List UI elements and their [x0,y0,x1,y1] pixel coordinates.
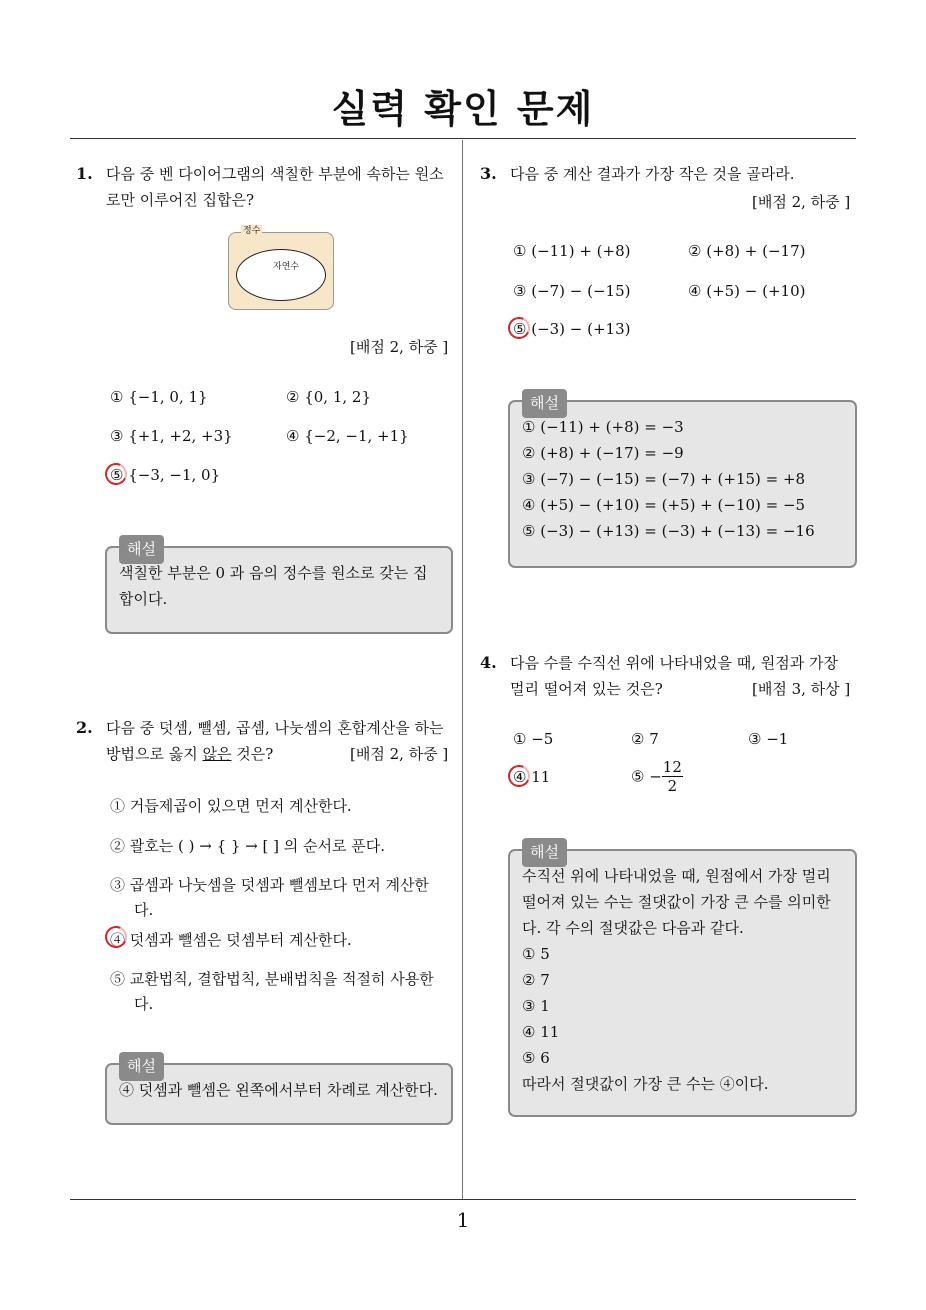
option-2[interactable]: ② 7 [631,730,659,748]
question-meta: [배점 2, 하중 ] [350,338,449,356]
option-3[interactable]: ③ {+1, +2, +3} [110,427,233,445]
page-title: 실력 확인 문제 [331,87,595,131]
solution-line: ④ (+5) − (+10) = (+5) + (−10) = −5 [522,496,806,514]
question-meta: [배점 2, 하중 ] [350,745,449,763]
question-meta: [배점 2, 하중 ] [752,193,851,211]
top-rule [70,138,856,139]
option-1[interactable]: ① {−1, 0, 1} [110,388,208,406]
venn-outer-label: 정수 [243,226,261,236]
solution-line: 떨어져 있는 수는 절댓값이 가장 큰 수를 의미한 [522,893,831,911]
question-number: 1. [76,164,93,183]
solution-tag: 해설 [119,535,164,564]
question-number: 2. [76,718,93,737]
option-1[interactable]: ① (−11) + (+8) [513,242,631,260]
option-3[interactable]: ③ −1 [748,730,789,748]
solution-line: 다. 각 수의 절댓값은 다음과 같다. [522,919,744,937]
solution-box [105,1057,453,1125]
option-3[interactable]: ③ 곱셈과 나눗셈을 덧셈과 뺄셈보다 먼저 계산한 [110,876,429,894]
solution-line: ③ 1 [522,997,550,1015]
question-number: 3. [480,164,497,183]
question-text-line: 다음 수를 수직선 위에 나타내었을 때, 원점과 가장 [510,654,838,672]
solution-line: 색칠한 부분은 0 과 음의 정수를 원소로 갖는 집 [119,564,428,582]
page-number: 1 [456,1208,470,1232]
solution-tag: 해설 [522,838,567,867]
solution-box [508,843,857,1117]
solution-box [105,540,453,634]
question-text-line: 멀리 떨어져 있는 것은? [510,680,663,698]
venn-inner-set [236,249,326,301]
solution-line: ① 5 [522,945,550,963]
solution-line: ⑤ (−3) − (+13) = (−3) + (−13) = −16 [522,522,815,540]
question-text [106,161,458,213]
solution-line: ⑤ 6 [522,1049,550,1067]
option-4[interactable]: ④ 11 [513,768,551,786]
question-text: 다음 중 계산 결과가 가장 작은 것을 골라라. [510,165,795,183]
option-4[interactable]: ④ (+5) − (+10) [688,282,806,300]
option-3-continued: 다. [134,901,154,919]
question-text-line: 방법으로 옳지 않은 것은? [106,745,274,763]
option-2[interactable]: ② 괄호는 ( ) → { } → [ ] 의 순서로 푼다. [110,837,386,855]
option-3[interactable]: ③ (−7) − (−15) [513,282,631,300]
venn-inner-label: 자연수 [273,262,300,272]
option-1[interactable]: ① −5 [513,730,554,748]
fraction: $\frac{12}{2}$ [662,758,682,795]
solution-line: ④ 덧셈과 뺄셈은 왼쪽에서부터 차례로 계산한다. [119,1081,438,1099]
solution-line: ④ 11 [522,1023,560,1041]
solution-line: 수직선 위에 나타내었을 때, 원점에서 가장 멀리 [522,867,831,885]
question-text-line: 다음 중 덧셈, 뺄셈, 곱셈, 나눗셈의 혼합계산을 하는 [106,719,444,737]
venn-diagram [228,226,334,310]
option-5-continued: 다. [134,995,154,1013]
option-5[interactable]: ⑤ {−3, −1, 0} [110,466,221,484]
solution-line: 합이다. [119,590,168,608]
solution-tag: 해설 [522,389,567,418]
bottom-rule [70,1199,856,1200]
column-divider [462,140,463,1200]
question-meta: [배점 3, 하상 ] [752,680,851,698]
solution-box [508,394,857,568]
option-4[interactable]: ④ 덧셈과 뺄셈은 덧셈부터 계산한다. [110,931,352,949]
solution-line: 따라서 절댓값이 가장 큰 수는 ④이다. [522,1075,769,1093]
underlined-word: 않은 [202,745,232,763]
option-2[interactable]: ② {0, 1, 2} [286,388,372,406]
option-5[interactable]: ⑤ (−3) − (+13) [513,320,631,338]
solution-line: ② (+8) + (−17) = −9 [522,444,684,462]
option-1[interactable]: ① 거듭제곱이 있으면 먼저 계산한다. [110,797,352,815]
solution-line: ① (−11) + (+8) = −3 [522,418,684,436]
option-5[interactable]: ⑤ 교환법칙, 결합법칙, 분배법칙을 적절히 사용한 [110,970,434,988]
question-text-line: 로만 이루어진 집합은? [106,191,254,209]
option-2[interactable]: ② (+8) + (−17) [688,242,806,260]
solution-line: ② 7 [522,971,550,989]
solution-tag: 해설 [119,1052,164,1081]
option-5[interactable]: ⑤ − $\frac{12}{2}$ [631,758,682,795]
question-number: 4. [480,653,497,672]
question-text-line: 다음 중 벤 다이어그램의 색칠한 부분에 속하는 원소 [106,165,444,183]
option-4[interactable]: ④ {−2, −1, +1} [286,427,409,445]
solution-line: ③ (−7) − (−15) = (−7) + (+15) = +8 [522,470,806,488]
